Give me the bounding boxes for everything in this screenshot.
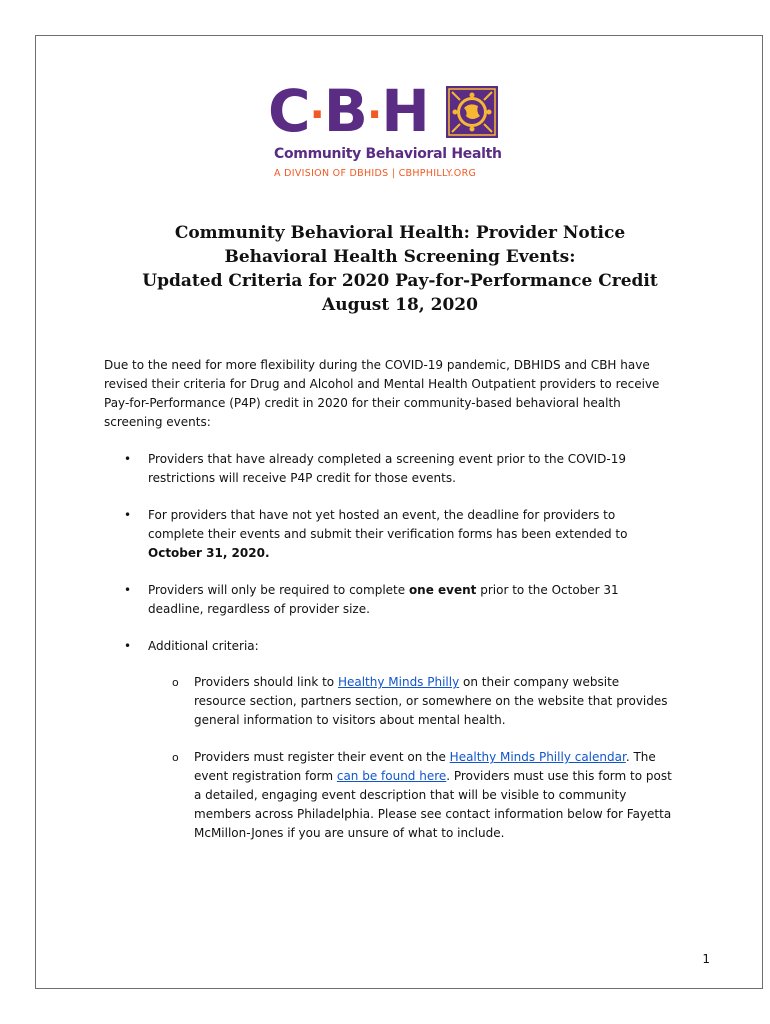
- sub-item-text: . The event registration form: [194, 750, 656, 783]
- healthy-minds-calendar-link[interactable]: Healthy Minds Philly calendar: [449, 750, 626, 764]
- list-item: [104, 581, 674, 619]
- logo-dot: ·: [367, 91, 382, 138]
- title-date: August 18, 2020: [322, 295, 478, 315]
- list-item-text: Providers will only be required to complete: [148, 583, 409, 597]
- bullet-icon: •: [124, 639, 132, 653]
- list-item-text: For providers that have not yet hosted an event, the deadline for providers to complete their events and submit their verification forms has been extended to: [148, 508, 628, 541]
- criteria-list: [104, 450, 674, 843]
- logo-name: Community Behavioral Health: [274, 146, 502, 162]
- sub-bullet-icon: o: [172, 751, 179, 764]
- registration-form-link[interactable]: can be found here: [336, 769, 447, 783]
- list-item: [104, 637, 674, 843]
- deadline-date: October 31, 2020.: [148, 546, 270, 560]
- intro-paragraph: Due to the need for more flexibility during the COVID-19 pandemic, DBHIDS and CBH have revised their criteria for Drug and Alcohol and Mental Health Outpatient providers to receive Pay-for-Performance (P4P) credit in 2020 for their community-based behavioral health screening events:: [104, 358, 660, 429]
- list-item-text: Providers that have already completed a screening event prior to the COVID-19 restrictions will receive P4P credit for those events.: [148, 452, 626, 485]
- sub-item-text: Providers should link to: [194, 675, 338, 689]
- title-line: Community Behavioral Health: Provider Notice: [174, 223, 626, 243]
- title-line: Behavioral Health Screening Events:: [224, 247, 576, 267]
- sub-list-item: [104, 673, 674, 730]
- emphasis-text: one event: [408, 583, 477, 597]
- logo-dot: ·: [309, 91, 324, 138]
- logo-letter-h: H: [381, 77, 429, 145]
- document-title: [36, 221, 764, 317]
- list-item: [104, 506, 674, 563]
- sub-list-item: [104, 748, 674, 843]
- globe-emblem-icon: [446, 86, 498, 138]
- healthy-minds-philly-link[interactable]: Healthy Minds Philly: [337, 675, 460, 689]
- list-item-text: prior to the October 31 deadline, regardless of provider size.: [148, 583, 619, 616]
- list-item: [104, 450, 674, 488]
- bullet-icon: •: [124, 508, 132, 522]
- sub-item-text: Providers must register their event on the: [194, 750, 450, 764]
- logo-letter-c: C: [268, 77, 310, 145]
- list-item-text: Additional criteria:: [148, 639, 259, 653]
- sub-item-text: on their company website resource section, partners section, or somewhere on the website that provides general information to visitors about mental health.: [194, 675, 668, 727]
- document-page: [35, 35, 763, 989]
- cbh-logo: [268, 77, 508, 184]
- logo-letters: [268, 77, 429, 145]
- page-number: 1: [702, 952, 710, 966]
- sub-bullet-icon: o: [172, 676, 179, 689]
- logo-letter-b: B: [323, 77, 367, 145]
- title-line: Updated Criteria for 2020 Pay-for-Performance Credit: [142, 271, 658, 291]
- bullet-icon: •: [124, 583, 132, 597]
- logo-division: A DIVISION OF DBHIDS | CBHPHILLY.ORG: [274, 168, 477, 179]
- bullet-icon: •: [124, 452, 132, 466]
- sub-item-text: . Providers must use this form to post a detailed, engaging event description that will be visible to community members across Philadelphia. Please see contact information below for Fayetta McMillon-Jones if you are unsure of what to include.: [194, 769, 672, 840]
